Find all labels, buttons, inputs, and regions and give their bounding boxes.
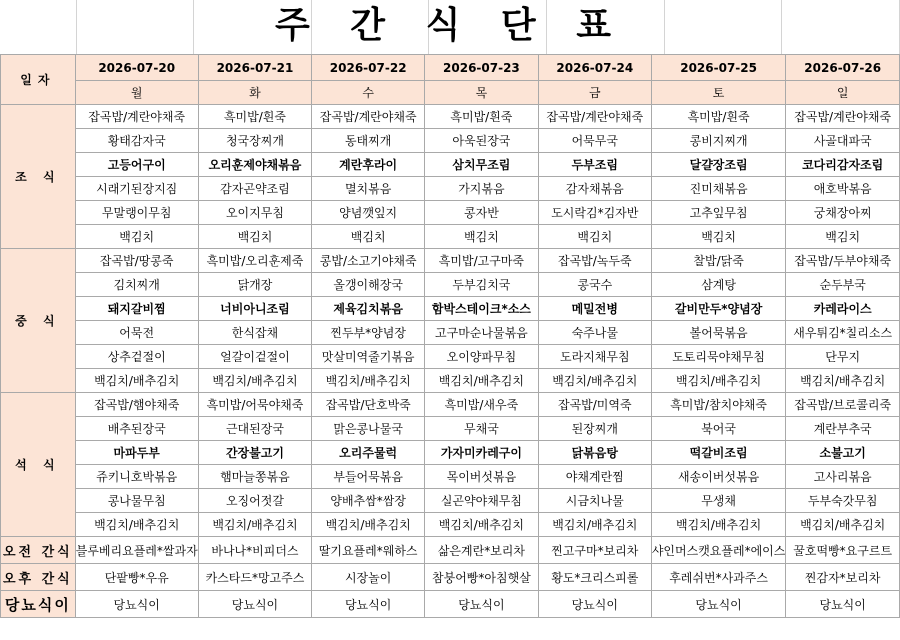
pm-snack-item: 후레쉬번*사과주스 (651, 564, 786, 591)
menu-item: 고구마순나물볶음 (425, 321, 539, 345)
menu-item: 잡곡밥/계란야채죽 (538, 105, 651, 129)
menu-item: 백김치/배추김치 (198, 513, 312, 537)
menu-item: 잡곡밥/햄야채죽 (75, 393, 198, 417)
pm-snack-item: 카스타드*망고주스 (198, 564, 312, 591)
menu-item: 콩밥/소고기야채죽 (312, 249, 425, 273)
menu-item: 궁채장아찌 (786, 201, 900, 225)
menu-item: 황태감자국 (75, 129, 198, 153)
menu-item: 두부조림 (538, 153, 651, 177)
menu-item: 잡곡밥/브로콜리죽 (786, 393, 900, 417)
menu-item: 백김치 (198, 225, 312, 249)
menu-item: 달걀장조림 (651, 153, 786, 177)
menu-item: 북어국 (651, 417, 786, 441)
menu-item: 백김치 (75, 225, 198, 249)
am-snack-label: 오전 간식 (1, 537, 76, 564)
pm-snack-item: 단팥빵*우유 (75, 564, 198, 591)
menu-item: 감자곤약조림 (198, 177, 312, 201)
day-row (1, 81, 900, 105)
menu-item: 잡곡밥/계란야채죽 (75, 105, 198, 129)
menu-item: 백김치 (786, 225, 900, 249)
breakfast-label: 조 식 (1, 105, 76, 249)
menu-item: 너비아니조림 (198, 297, 312, 321)
menu-item: 무채국 (425, 417, 539, 441)
menu-item: 갈비만두*양념장 (651, 297, 786, 321)
menu-item: 코다리감자조림 (786, 153, 900, 177)
menu-item: 백김치/배추김치 (786, 513, 900, 537)
pm-snack-label: 오후 간식 (1, 564, 76, 591)
dinner-row (1, 441, 900, 465)
pm-snack-item: 시장놀이 (312, 564, 425, 591)
date-cell: 2026-07-24 (538, 55, 651, 81)
menu-item: 떡갈비조림 (651, 441, 786, 465)
menu-item: 감자채볶음 (538, 177, 651, 201)
menu-item: 고사리볶음 (786, 465, 900, 489)
menu-item: 잡곡밥/미역죽 (538, 393, 651, 417)
menu-item: 새우튀김*칠리소스 (786, 321, 900, 345)
menu-item: 백김치/배추김치 (75, 369, 198, 393)
menu-item: 닭개장 (198, 273, 312, 297)
pm-snack-item: 참붕어빵*아침햇살 (425, 564, 539, 591)
menu-item: 실곤약야채무침 (425, 489, 539, 513)
dinner-label: 석 식 (1, 393, 76, 537)
date-cell: 2026-07-22 (312, 55, 425, 81)
lunch-label: 중 식 (1, 249, 76, 393)
menu-item: 마파두부 (75, 441, 198, 465)
weekday-cell: 금 (538, 81, 651, 105)
menu-item: 오리훈제야채볶음 (198, 153, 312, 177)
menu-item: 소불고기 (786, 441, 900, 465)
menu-item: 잡곡밥/녹두죽 (538, 249, 651, 273)
lunch-row (1, 273, 900, 297)
weekday-cell: 수 (312, 81, 425, 105)
menu-item: 흑미밥/흰죽 (198, 105, 312, 129)
menu-item: 잡곡밥/계란야채죽 (312, 105, 425, 129)
menu-item: 닭볶음탕 (538, 441, 651, 465)
menu-item: 도라지채무침 (538, 345, 651, 369)
menu-item: 청국장찌개 (198, 129, 312, 153)
menu-item: 올갱이해장국 (312, 273, 425, 297)
menu-item: 백김치 (312, 225, 425, 249)
menu-item: 백김치/배추김치 (425, 369, 539, 393)
menu-item: 찐두부*양념장 (312, 321, 425, 345)
diabetic-item: 당뇨식이 (425, 591, 539, 618)
menu-item: 계란후라이 (312, 153, 425, 177)
menu-item: 찰밥/닭죽 (651, 249, 786, 273)
weekly-menu-table (0, 54, 900, 618)
menu-item: 삼치무조림 (425, 153, 539, 177)
menu-item: 어묵무국 (538, 129, 651, 153)
am-snack-item: 찐고구마*보리차 (538, 537, 651, 564)
menu-item: 백김치/배추김치 (538, 513, 651, 537)
menu-item: 상추겉절이 (75, 345, 198, 369)
menu-item: 흑미밥/오리훈제죽 (198, 249, 312, 273)
menu-item: 가자미카레구이 (425, 441, 539, 465)
breakfast-row (1, 129, 900, 153)
menu-item: 오이양파무침 (425, 345, 539, 369)
weekday-cell: 목 (425, 81, 539, 105)
menu-item: 삼계탕 (651, 273, 786, 297)
menu-item: 제육김치볶음 (312, 297, 425, 321)
menu-item: 어묵전 (75, 321, 198, 345)
menu-item: 백김치 (538, 225, 651, 249)
breakfast-row (1, 225, 900, 249)
menu-item: 백김치/배추김치 (651, 513, 786, 537)
menu-item: 쥬키니호박볶음 (75, 465, 198, 489)
menu-item: 시래기된장지짐 (75, 177, 198, 201)
menu-item: 콩나물무침 (75, 489, 198, 513)
date-row (1, 55, 900, 81)
menu-item: 간장불고기 (198, 441, 312, 465)
menu-item: 김치찌개 (75, 273, 198, 297)
lunch-row (1, 369, 900, 393)
menu-item: 볼어묵볶음 (651, 321, 786, 345)
menu-item: 멸치볶음 (312, 177, 425, 201)
am-snack-item: 꿀호떡빵*요구르트 (786, 537, 900, 564)
menu-item: 잡곡밥/두부야채죽 (786, 249, 900, 273)
menu-item: 백김치/배추김치 (312, 369, 425, 393)
menu-item: 카레라이스 (786, 297, 900, 321)
menu-item: 양념깻잎지 (312, 201, 425, 225)
pm-snack-row (1, 564, 900, 591)
am-snack-item: 삶은계란*보리차 (425, 537, 539, 564)
am-snack-item: 샤인머스캣요플레*에이스 (651, 537, 786, 564)
dinner-row (1, 393, 900, 417)
date-cell: 2026-07-26 (786, 55, 900, 81)
lunch-row (1, 297, 900, 321)
dinner-row (1, 489, 900, 513)
dinner-row (1, 465, 900, 489)
menu-item: 아욱된장국 (425, 129, 539, 153)
date-cell: 2026-07-25 (651, 55, 786, 81)
menu-item: 동태찌개 (312, 129, 425, 153)
dinner-row (1, 513, 900, 537)
diabetic-item: 당뇨식이 (538, 591, 651, 618)
menu-item: 백김치 (651, 225, 786, 249)
menu-item: 양배추쌈*쌈장 (312, 489, 425, 513)
diabetic-item: 당뇨식이 (786, 591, 900, 618)
date-label: 일자 (1, 55, 76, 105)
weekday-cell: 화 (198, 81, 312, 105)
menu-item: 시금치나물 (538, 489, 651, 513)
diabetic-row (1, 591, 900, 618)
menu-item: 백김치 (425, 225, 539, 249)
menu-item: 오리주물럭 (312, 441, 425, 465)
menu-item: 흑미밥/흰죽 (425, 105, 539, 129)
menu-item: 고추잎무침 (651, 201, 786, 225)
menu-item: 백김치/배추김치 (425, 513, 539, 537)
menu-item: 단무지 (786, 345, 900, 369)
menu-item: 콩자반 (425, 201, 539, 225)
weekday-cell: 월 (75, 81, 198, 105)
menu-item: 야채계란찜 (538, 465, 651, 489)
menu-item: 흑미밥/새우죽 (425, 393, 539, 417)
menu-item: 메밀전병 (538, 297, 651, 321)
am-snack-item: 블루베리요플레*쌀과자 (75, 537, 198, 564)
lunch-row (1, 249, 900, 273)
menu-item: 돼지갈비찜 (75, 297, 198, 321)
title-bar (0, 0, 900, 55)
menu-item: 새송이버섯볶음 (651, 465, 786, 489)
lunch-row (1, 321, 900, 345)
date-cell: 2026-07-23 (425, 55, 539, 81)
menu-item: 두부숙갓무침 (786, 489, 900, 513)
menu-item: 가지볶음 (425, 177, 539, 201)
menu-item: 무생채 (651, 489, 786, 513)
diabetic-item: 당뇨식이 (651, 591, 786, 618)
menu-item: 백김치/배추김치 (786, 369, 900, 393)
menu-item: 애호박볶음 (786, 177, 900, 201)
menu-item: 얼갈이겉절이 (198, 345, 312, 369)
menu-item: 흑미밥/참치야채죽 (651, 393, 786, 417)
menu-item: 도토리묵야채무침 (651, 345, 786, 369)
menu-item: 백김치/배추김치 (538, 369, 651, 393)
menu-item: 한식잡채 (198, 321, 312, 345)
menu-item: 숙주나물 (538, 321, 651, 345)
menu-item: 맛살미역줄기볶음 (312, 345, 425, 369)
menu-item: 함박스테이크*소스 (425, 297, 539, 321)
diabetic-item: 당뇨식이 (75, 591, 198, 618)
menu-item: 부들어묵볶음 (312, 465, 425, 489)
breakfast-row (1, 201, 900, 225)
diabetic-item: 당뇨식이 (312, 591, 425, 618)
menu-item: 순두부국 (786, 273, 900, 297)
menu-item: 백김치/배추김치 (198, 369, 312, 393)
pm-snack-item: 찐감자*보리차 (786, 564, 900, 591)
menu-item: 계란부추국 (786, 417, 900, 441)
dinner-row (1, 417, 900, 441)
weekday-cell: 일 (786, 81, 900, 105)
am-snack-item: 바나나*비피더스 (198, 537, 312, 564)
breakfast-row (1, 153, 900, 177)
diabetic-item: 당뇨식이 (198, 591, 312, 618)
menu-item: 흑미밥/어묵야채죽 (198, 393, 312, 417)
am-snack-item: 딸기요플레*웨하스 (312, 537, 425, 564)
menu-item: 백김치/배추김치 (651, 369, 786, 393)
menu-item: 배추된장국 (75, 417, 198, 441)
menu-item: 잡곡밥/단호박죽 (312, 393, 425, 417)
pm-snack-item: 황도*크리스피롤 (538, 564, 651, 591)
menu-item: 햄마늘쫑볶음 (198, 465, 312, 489)
menu-item: 오이지무침 (198, 201, 312, 225)
page-title: 주 간 식 단 표 (274, 5, 625, 46)
breakfast-row (1, 177, 900, 201)
lunch-row (1, 345, 900, 369)
weekday-cell: 토 (651, 81, 786, 105)
menu-item: 고등어구이 (75, 153, 198, 177)
menu-item: 흑미밥/흰죽 (651, 105, 786, 129)
menu-item: 된장찌개 (538, 417, 651, 441)
menu-item: 콩비지찌개 (651, 129, 786, 153)
menu-item: 도시락김*김자반 (538, 201, 651, 225)
menu-item: 오징어젓갈 (198, 489, 312, 513)
menu-item: 근대된장국 (198, 417, 312, 441)
menu-item: 사골대파국 (786, 129, 900, 153)
menu-item: 잡곡밥/계란야채죽 (786, 105, 900, 129)
menu-item: 콩국수 (538, 273, 651, 297)
menu-item: 목이버섯볶음 (425, 465, 539, 489)
menu-item: 잡곡밥/땅콩죽 (75, 249, 198, 273)
date-cell: 2026-07-20 (75, 55, 198, 81)
menu-item: 두부김치국 (425, 273, 539, 297)
breakfast-row (1, 105, 900, 129)
date-cell: 2026-07-21 (198, 55, 312, 81)
menu-item: 백김치/배추김치 (312, 513, 425, 537)
menu-item: 진미채볶음 (651, 177, 786, 201)
am-snack-row (1, 537, 900, 564)
menu-item: 백김치/배추김치 (75, 513, 198, 537)
menu-item: 맑은콩나물국 (312, 417, 425, 441)
menu-item: 무말랭이무침 (75, 201, 198, 225)
diabetic-label: 당뇨식이 (1, 591, 76, 618)
menu-item: 흑미밥/고구마죽 (425, 249, 539, 273)
